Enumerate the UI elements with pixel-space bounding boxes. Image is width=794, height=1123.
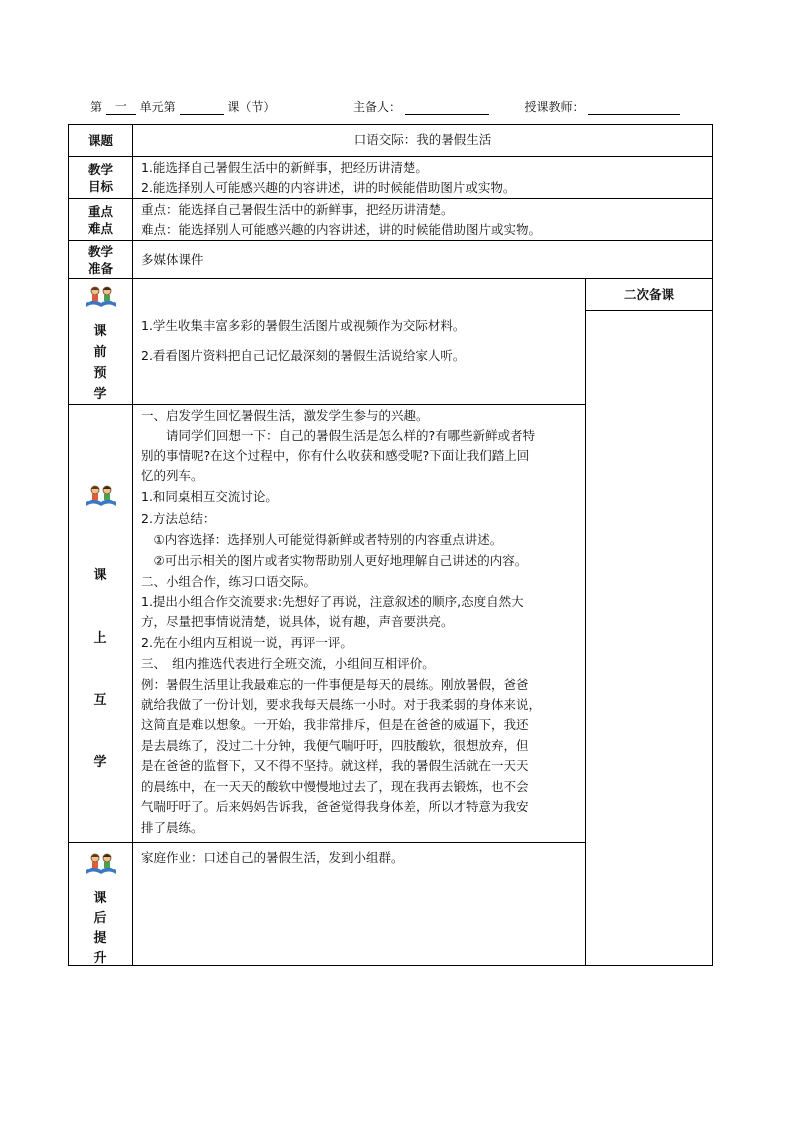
class-line: 是去晨练了，没过二十分钟，我便气喘吁吁，四肢酸软，很想放弃，但	[141, 738, 529, 753]
class-line: 是在爸爸的监督下，又不得不坚持。就这样，我的暑假生活就在一天天	[141, 758, 529, 773]
after-label-2: 后	[93, 911, 107, 926]
keypoints-value-cell	[132, 198, 713, 241]
prep-label-1: 教学	[87, 244, 113, 259]
class-line: 气喘吁吁了。后来妈妈告诉我，爸爸觉得我身体差，所以才特意为我安	[141, 799, 529, 814]
secondary-prep-header: 二次备课	[623, 287, 674, 302]
goals-label-cell	[68, 156, 133, 199]
teacher-blank[interactable]	[588, 98, 680, 115]
class-label-4: 学	[93, 755, 107, 770]
prep-label-2: 准备	[87, 261, 113, 276]
after-label-4: 升	[93, 951, 107, 966]
children-reading-book-icon	[84, 283, 118, 309]
goals-label-1: 教学	[87, 162, 113, 177]
prep-label-cell	[68, 240, 133, 279]
class-label-1: 课	[93, 568, 107, 583]
class-line: ①内容选择：选择别人可能觉得新鲜或者特别的内容重点讲述。	[141, 532, 503, 547]
after-value-cell	[132, 842, 586, 966]
class-line: 1.和同桌相互交流讨论。	[141, 489, 278, 504]
after-label-1: 课	[93, 891, 107, 906]
goal-line-2: 2.能选择别人可能感兴趣的内容讲述，讲的时候能借助图片或实物。	[141, 180, 516, 195]
document-header	[90, 98, 730, 115]
keypoint-line-1: 重点：能选择自己暑假生活中的新鲜事，把经历讲清楚。	[141, 202, 454, 217]
homework-text: 家庭作业：口述自己的暑假生活，发到小组群。	[141, 850, 404, 865]
topic-label: 课题	[87, 133, 113, 148]
children-reading-book-icon	[84, 850, 118, 876]
goals-value-cell	[132, 156, 713, 199]
class-line: 别的事情呢?在这个过程中，你有什么收获和感受呢?下面让我们踏上回	[141, 448, 530, 463]
class-label-2: 上	[93, 631, 107, 646]
class-label-cell	[68, 404, 133, 843]
preview-value-cell	[132, 278, 586, 405]
class-line: 一、启发学生回忆暑假生活，激发学生参与的兴趣。	[141, 408, 429, 423]
class-line: 2.方法总结：	[141, 511, 216, 526]
preview-label-2: 前	[93, 345, 107, 360]
topic-label-cell	[68, 124, 133, 157]
preparer-blank[interactable]	[405, 98, 489, 115]
class-line: 请同学们回想一下：自己的暑假生活是怎么样的?有哪些新鲜或者特	[141, 428, 536, 443]
prep-value: 多媒体课件	[141, 252, 204, 267]
preview-label-3: 预	[93, 366, 107, 381]
keypoints-label-2: 难点	[87, 221, 113, 236]
goals-label-2: 目标	[87, 179, 113, 194]
preview-label-cell	[68, 278, 133, 405]
lesson-suffix: 课（节）	[227, 100, 276, 114]
after-label-3: 提	[93, 931, 107, 946]
lesson-number-blank[interactable]	[180, 98, 224, 115]
preview-line-2: 2.看看图片资料把自己记忆最深刻的暑假生活说给家人听。	[141, 348, 466, 363]
class-line: ②可出示相关的图片或者实物帮助别人更好地理解自己讲述的内容。	[141, 553, 528, 568]
class-line: 这简直是难以想象。一开始，我非常排斥，但是在爸爸的威逼下，我还	[141, 717, 529, 732]
unit-number: 一	[106, 98, 136, 115]
class-line: 三、 组内推选代表进行全班交流，小组间互相评价。	[141, 656, 435, 671]
keypoints-label-cell	[68, 198, 133, 241]
keypoints-label-1: 重点	[87, 204, 113, 219]
keypoint-line-2: 难点：能选择别人可能感兴趣的内容讲述，讲的时候能借助图片或实物。	[141, 222, 542, 237]
children-reading-book-icon	[84, 482, 118, 508]
class-line: 就给我做了一份计划，要求我每天晨练一小时。对于我柔弱的身体来说，	[141, 697, 542, 712]
goal-line-1: 1.能选择自己暑假生活中的新鲜事，把经历讲清楚。	[141, 160, 428, 175]
preview-label-1: 课	[93, 324, 107, 339]
topic-value-cell	[132, 124, 713, 157]
after-label-cell	[68, 842, 133, 966]
unit-mid-label: 单元第	[139, 100, 176, 114]
topic-title: 口语交际：我的暑假生活	[353, 132, 492, 147]
class-line: 二、小组合作，练习口语交际。	[141, 574, 317, 589]
class-line: 2.先在小组内互相说一说，再评一评。	[141, 635, 353, 650]
unit-prefix: 第	[90, 100, 103, 114]
class-line: 方，尽量把事情说清楚，说具体，说有趣，声音要洪亮。	[141, 614, 454, 629]
secondary-prep-notes-cell[interactable]	[585, 310, 713, 966]
class-line: 忆的列车。	[141, 468, 204, 483]
teacher-label: 授课教师：	[524, 100, 585, 114]
class-line: 的晨练中，在一天天的酸软中慢慢地过去了，现在我再去锻炼，也不会	[141, 779, 529, 794]
preview-label-4: 学	[93, 387, 107, 402]
class-line: 1.提出小组合作交流要求:先想好了再说，注意叙述的顺序,态度自然大	[141, 594, 524, 609]
class-line: 排了晨练。	[141, 820, 204, 835]
prep-value-cell	[132, 240, 713, 279]
class-label-3: 互	[93, 693, 107, 708]
preparer-label: 主备人：	[353, 100, 402, 114]
class-line: 例：暑假生活里让我最难忘的一件事便是每天的晨练。刚放暑假，爸爸	[141, 677, 529, 692]
class-value-cell	[132, 404, 586, 843]
secondary-prep-header-cell	[585, 278, 713, 311]
preview-line-1: 1.学生收集丰富多彩的暑假生活图片或视频作为交际材料。	[141, 318, 466, 333]
